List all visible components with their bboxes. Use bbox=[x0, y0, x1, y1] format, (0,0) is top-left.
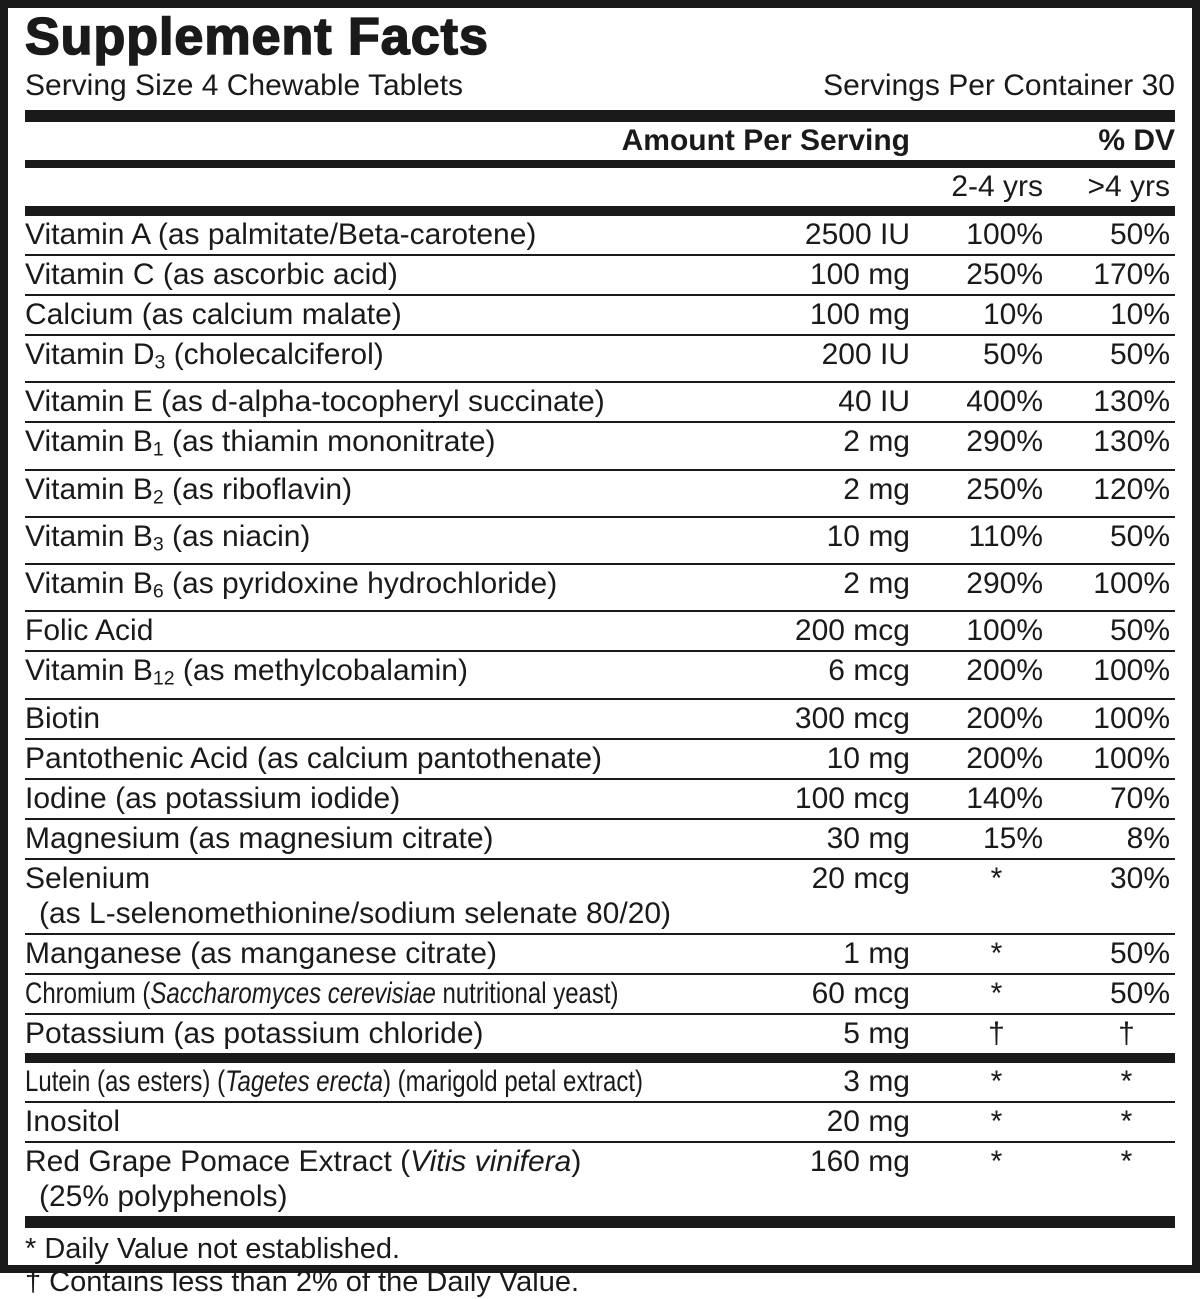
ingredient-name-text: ) bbox=[571, 1144, 582, 1178]
amount-value: 20 mg bbox=[826, 1104, 910, 1138]
ingredient-name-text: Iodine (as potassium iodide) bbox=[25, 781, 401, 815]
ingredient-name-text: Folic Acid bbox=[25, 614, 154, 648]
amount-value: 160 mg bbox=[809, 1144, 910, 1178]
footnote-daily-value: * Daily Value not established. bbox=[25, 1232, 401, 1265]
ingredient-cell bbox=[25, 1103, 910, 1141]
dv-2-4yrs-value: * bbox=[990, 1144, 1003, 1178]
dv-over4yrs-value: 50% bbox=[1109, 614, 1170, 648]
dv-over4yrs-value: 100% bbox=[1093, 567, 1170, 601]
ingredient-cell bbox=[25, 296, 910, 334]
dv-over4yrs-value: 50% bbox=[1109, 519, 1170, 553]
ingredient-name-text: (as niacin) bbox=[163, 519, 311, 553]
amount-value: 2 mg bbox=[843, 425, 910, 459]
ingredient-name bbox=[25, 336, 384, 381]
ingredient-cell bbox=[25, 612, 910, 650]
dv-over4yrs-value: † bbox=[1118, 1016, 1135, 1050]
amount-value: 2500 IU bbox=[804, 218, 910, 251]
ingredient-name bbox=[25, 383, 605, 421]
ingredient-cell bbox=[25, 975, 910, 1013]
table-row bbox=[25, 1141, 1175, 1216]
dv-2-4yrs-value: 140% bbox=[966, 781, 1043, 815]
dv-over4yrs-value: 120% bbox=[1093, 472, 1170, 506]
amount-value: 100 mg bbox=[809, 258, 910, 291]
table-row bbox=[25, 563, 1175, 610]
ingredient-name bbox=[25, 652, 468, 697]
amount-value: 10 mg bbox=[826, 519, 910, 553]
ingredient-name-text: ) (marigold petal extract) bbox=[382, 1064, 644, 1098]
percent-dv-header: % DV bbox=[1098, 124, 1175, 157]
amount-value: 60 mcg bbox=[811, 976, 910, 1010]
dv-2-4yrs-value: 200% bbox=[966, 654, 1043, 688]
ingredient-cell bbox=[25, 383, 910, 421]
ingredient-name-text: Calcium (as calcium malate) bbox=[25, 298, 402, 331]
table-row bbox=[25, 254, 1175, 294]
dv-over4yrs-value: 8% bbox=[1126, 821, 1170, 855]
dv-over4yrs-value: 50% bbox=[1109, 218, 1170, 251]
dv-2-4yrs-value: 200% bbox=[966, 701, 1043, 735]
ingredient-name-text: Inositol bbox=[25, 1104, 121, 1138]
ingredient-cell bbox=[25, 652, 910, 697]
table-row bbox=[25, 216, 1175, 254]
ingredient-cell bbox=[25, 336, 910, 381]
dv-over4yrs-value: 100% bbox=[1093, 654, 1170, 688]
amount-value: 40 IU bbox=[838, 385, 910, 419]
dv-2-4yrs-value: 50% bbox=[982, 338, 1043, 371]
dv-2-4yrs-value: † bbox=[988, 1016, 1005, 1050]
ingredient-name bbox=[25, 975, 619, 1013]
ingredient-name-text: (as pyridoxine hydrochloride) bbox=[163, 567, 558, 601]
ingredient-name-text: Vitamin B bbox=[25, 519, 153, 553]
ingredient-cell bbox=[25, 860, 910, 933]
ingredient-name-text: (as riboflavin) bbox=[163, 472, 353, 506]
dv-over4yrs-value: 170% bbox=[1093, 258, 1170, 291]
dv-over4yrs-value: 50% bbox=[1109, 936, 1170, 970]
amount-value: 30 mg bbox=[826, 821, 910, 855]
table-row bbox=[25, 421, 1175, 468]
ingredient-name bbox=[25, 1063, 643, 1101]
ingredient-name-text: Manganese (as manganese citrate) bbox=[25, 936, 497, 970]
subscript-text: 12 bbox=[152, 667, 175, 690]
ingredient-name-text: Vitamin B bbox=[25, 654, 153, 688]
dv-over4yrs-value: 30% bbox=[1109, 861, 1170, 895]
ingredient-name-text: Pantothenic Acid (as calcium pantothenate) bbox=[25, 741, 603, 775]
dv-over4yrs-value: * bbox=[1120, 1144, 1133, 1178]
dv-2-4yrs-value: * bbox=[990, 861, 1003, 895]
dv-over4yrs-value: 130% bbox=[1093, 425, 1170, 459]
ingredient-name bbox=[25, 820, 494, 858]
dv-2-4yrs-value: * bbox=[990, 976, 1003, 1010]
table-row bbox=[25, 381, 1175, 421]
table-row bbox=[25, 1013, 1175, 1053]
ingredient-name-line2: (as L-selenomethionine/sodium selenate 80/20) bbox=[39, 896, 672, 930]
ingredient-name bbox=[25, 1144, 581, 1180]
ingredient-name-text: (cholecalciferol) bbox=[165, 338, 384, 371]
amount-value: 2 mg bbox=[843, 567, 910, 601]
serving-size-text: Serving Size 4 Chewable Tablets bbox=[25, 69, 464, 102]
table-row bbox=[25, 610, 1175, 650]
ingredient-cell bbox=[25, 820, 910, 858]
ingredient-name bbox=[25, 700, 100, 738]
nutrient-rows-section-2 bbox=[25, 1063, 1175, 1216]
table-row bbox=[25, 778, 1175, 818]
ingredient-cell bbox=[25, 256, 910, 294]
amount-value: 200 IU bbox=[821, 338, 910, 371]
ingredient-name bbox=[25, 518, 310, 563]
amount-value: 20 mcg bbox=[811, 861, 910, 895]
table-row bbox=[25, 1101, 1175, 1141]
amount-value: 2 mg bbox=[843, 472, 910, 506]
dv-over4yrs-value: 100% bbox=[1093, 741, 1170, 775]
italic-species-text: Vitis vinifera bbox=[410, 1144, 572, 1178]
ingredient-name-text: Selenium bbox=[25, 861, 151, 895]
ingredient-cell bbox=[25, 471, 910, 516]
ingredient-name bbox=[25, 565, 557, 610]
ingredient-name-text: Vitamin B bbox=[25, 567, 153, 601]
ingredient-cell bbox=[25, 1015, 910, 1053]
dv-2-4yrs-value: 110% bbox=[968, 519, 1043, 553]
dv-2-4yrs-value: 250% bbox=[966, 258, 1043, 291]
servings-per-container-text: Servings Per Container 30 bbox=[823, 69, 1175, 102]
ingredient-name bbox=[25, 1103, 120, 1141]
dv-2-4yrs-value: 290% bbox=[966, 425, 1043, 459]
ingredient-name bbox=[25, 423, 496, 468]
ingredient-cell bbox=[25, 216, 910, 254]
ingredient-name-text: Lutein (as esters) ( bbox=[25, 1064, 226, 1098]
subscript-text: 3 bbox=[152, 533, 164, 556]
ingredient-cell bbox=[25, 700, 910, 738]
table-row bbox=[25, 818, 1175, 858]
thick-divider-under-headers bbox=[25, 206, 1175, 216]
ingredient-cell bbox=[25, 1143, 910, 1216]
dv-2-4yrs-value: 100% bbox=[966, 614, 1043, 648]
table-row bbox=[25, 858, 1175, 933]
dv-over4yrs-value: 130% bbox=[1093, 385, 1170, 419]
ingredient-name bbox=[25, 935, 497, 973]
footnote-less-than-2pct: † Contains less than 2% of the Daily Value. bbox=[25, 1265, 580, 1298]
dv-2-4yrs-value: 250% bbox=[966, 472, 1043, 506]
thick-divider-pre-footnotes bbox=[25, 1216, 1175, 1228]
ingredient-name-text: nutritional yeast) bbox=[435, 976, 619, 1010]
ingredient-name-line2: (25% polyphenols) bbox=[39, 1179, 288, 1213]
ingredient-name bbox=[25, 296, 402, 334]
footnotes-block bbox=[25, 1228, 1175, 1299]
ingredient-cell bbox=[25, 1063, 910, 1101]
amount-value: 300 mcg bbox=[794, 701, 910, 735]
dv-over4yrs-value: 50% bbox=[1109, 338, 1170, 371]
nutrient-rows-section-1 bbox=[25, 216, 1175, 1053]
table-row bbox=[25, 516, 1175, 563]
dv-over4yrs-value: * bbox=[1120, 1104, 1133, 1138]
dv-2-4yrs-value: * bbox=[990, 1064, 1003, 1098]
amount-value: 100 mg bbox=[809, 298, 910, 331]
ingredient-name-text: Magnesium (as magnesium citrate) bbox=[25, 821, 494, 855]
dv-over4yrs-value: * bbox=[1120, 1064, 1133, 1098]
ingredient-name-text: Chromium ( bbox=[25, 976, 151, 1010]
column-header-row bbox=[25, 122, 1175, 160]
dv-over4yrs-value: 50% bbox=[1109, 976, 1170, 1010]
ingredient-name bbox=[25, 612, 153, 650]
table-row bbox=[25, 738, 1175, 778]
amount-value: 3 mg bbox=[843, 1064, 910, 1098]
ingredient-cell bbox=[25, 740, 910, 778]
ingredient-name-text: Vitamin A (as palmitate/Beta-carotene) bbox=[25, 218, 537, 251]
dv-2-4yrs-value: 200% bbox=[966, 741, 1043, 775]
ingredient-name bbox=[25, 216, 536, 254]
serving-info-row bbox=[25, 69, 1175, 103]
thick-divider-mid-table bbox=[25, 1053, 1175, 1063]
italic-species-text: Tagetes erecta bbox=[225, 1064, 383, 1098]
table-row bbox=[25, 469, 1175, 516]
table-row bbox=[25, 334, 1175, 381]
ingredient-name bbox=[25, 861, 150, 897]
ingredient-name bbox=[25, 1015, 484, 1053]
subscript-text: 1 bbox=[152, 438, 164, 461]
ingredient-name-text: Biotin bbox=[25, 701, 101, 735]
ingredient-name-text: Vitamin C (as ascorbic acid) bbox=[25, 258, 398, 291]
dv-2-4yrs-value: 100% bbox=[966, 218, 1043, 251]
ingredient-cell bbox=[25, 518, 910, 563]
ingredient-name-text: Potassium (as potassium chloride) bbox=[25, 1016, 484, 1050]
amount-value: 6 mcg bbox=[828, 654, 910, 688]
amount-value: 200 mcg bbox=[794, 614, 910, 648]
ingredient-name bbox=[25, 740, 602, 778]
table-row bbox=[25, 933, 1175, 973]
subscript-text: 6 bbox=[152, 580, 164, 603]
dv-2-4yrs-value: 290% bbox=[966, 567, 1043, 601]
dv-2-4yrs-value: 10% bbox=[982, 298, 1043, 331]
amount-value: 5 mg bbox=[843, 1016, 910, 1050]
dv-2-4yrs-value: 400% bbox=[966, 385, 1043, 419]
panel-title: Supplement Facts bbox=[25, 8, 489, 66]
ingredient-name-text: Vitamin B bbox=[25, 472, 153, 506]
dv-2-4yrs-value: 15% bbox=[982, 821, 1043, 855]
ingredient-name-text: Vitamin E (as d-alpha-tocopheryl succinate) bbox=[25, 385, 605, 419]
amount-value: 1 mg bbox=[843, 936, 910, 970]
amount-value: 10 mg bbox=[826, 741, 910, 775]
dv-over4yrs-value: 10% bbox=[1109, 298, 1170, 331]
ingredient-name-text: Red Grape Pomace Extract ( bbox=[25, 1144, 411, 1178]
amount-per-serving-header: Amount Per Serving bbox=[621, 124, 910, 157]
table-row bbox=[25, 698, 1175, 738]
amount-value: 100 mcg bbox=[794, 781, 910, 815]
age-header-spacer bbox=[25, 168, 910, 206]
table-row bbox=[25, 973, 1175, 1013]
ingredient-cell bbox=[25, 423, 910, 468]
dv-over4yrs-value: 100% bbox=[1093, 701, 1170, 735]
table-row bbox=[25, 294, 1175, 334]
thick-divider-top bbox=[25, 110, 1175, 122]
ingredient-name bbox=[25, 780, 400, 818]
ingredient-name bbox=[25, 256, 398, 294]
ingredient-cell bbox=[25, 565, 910, 610]
table-row bbox=[25, 650, 1175, 697]
dv-2-4yrs-value: * bbox=[990, 1104, 1003, 1138]
ingredient-name-text: (as thiamin mononitrate) bbox=[163, 425, 496, 459]
dv-over4yrs-value: 70% bbox=[1109, 781, 1170, 815]
ingredient-cell bbox=[25, 780, 910, 818]
italic-species-text: Saccharomyces cerevisiae bbox=[150, 976, 436, 1010]
age-col-over4yrs-header: >4 yrs bbox=[1087, 170, 1170, 203]
divider-under-amount-header bbox=[25, 160, 1175, 168]
ingredient-name-text: (as methylcobalamin) bbox=[174, 654, 468, 688]
age-group-header-row bbox=[25, 168, 1175, 206]
ingredient-name-text: Vitamin B bbox=[25, 425, 153, 459]
subscript-text: 3 bbox=[154, 351, 166, 374]
ingredient-cell bbox=[25, 935, 910, 973]
subscript-text: 2 bbox=[152, 485, 164, 508]
dv-2-4yrs-value: * bbox=[990, 936, 1003, 970]
table-row bbox=[25, 1063, 1175, 1101]
age-col-2-4yrs-header: 2-4 yrs bbox=[951, 170, 1043, 203]
ingredient-name bbox=[25, 471, 352, 516]
ingredient-name-text: Vitamin D bbox=[25, 338, 155, 371]
